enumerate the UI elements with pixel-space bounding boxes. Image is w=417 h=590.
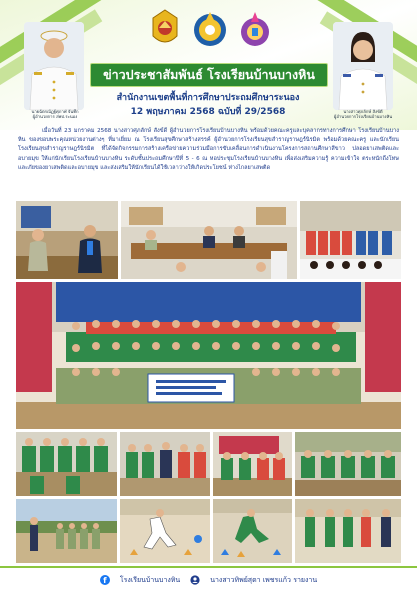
agency-name: สำนักงานเขตพื้นที่การศึกษาประถมศึกษาระนอง <box>116 93 300 103</box>
photo-meeting-3 <box>300 201 401 279</box>
right-person-portrait <box>333 22 393 110</box>
photo-meeting-1 <box>16 201 118 279</box>
issue-date: 12 พฤษภาคม 2568 ฉบับที่ 29/2568 <box>130 107 286 117</box>
right-person-caption: นางสาวศุภลักษ์ สังข์ดี ผู้อำนวยการโรงเรียนบ้านบางหิน <box>333 109 393 119</box>
photo-outdoor-3 <box>213 499 292 563</box>
royal-emblem-icon <box>190 6 230 52</box>
photo-activity-3 <box>213 432 292 496</box>
photo-activity-1 <box>16 432 117 496</box>
photo-outdoor-1 <box>16 499 117 563</box>
footer <box>0 570 417 590</box>
news-title-banner: ข่าวประชาสัมพันธ์ โรงเรียนบ้านบางหิน <box>90 63 328 87</box>
obec-emblem-icon <box>235 6 275 52</box>
school-emblem-icon <box>145 6 185 52</box>
photo-meeting-2 <box>121 201 297 279</box>
photo-outdoor-4 <box>295 499 401 563</box>
left-person-portrait <box>24 22 84 110</box>
footer-reporter: นางสาวทิพย์สุดา เพชรแก้ว รายงาน <box>210 575 318 584</box>
news-paragraph: เมื่อวันที่ 23 มกราคม 2568 นางสาวศุภลักษ์ สังข์ดี ผู้อำนวยการโรงเรียนบ้านบางหิน พร้อมด้วยคณะครูและบุคลากรทางการศึกษา โรงเรียนบ้านบางหิน ของขอบพระคุณหน่วยงานต่างๆ ที่มาเยี่ยม ณ โรงเรียนสุขศึกษาสร้างสรรค์ ผู้อำนวยการโรงเรียนสุขสำราญราษฎร์นิรมิต พร้อมด้วยคณะครู และนักเรียน โรงเรียนสุขสำราญราษฎร์นิรมิต ที่ได้จัดกิจกรรมการสร้างเครือข่ายความร่วมมือการขับเคลื่อนการดำเนินงานโครงการสถานศึกษาสีขาว ปลอดยาเสพติดและอบายมุข ให้แก่นักเรียนโรงเรียนบ้านบางหิน ระดับชั้นประถมศึกษาปีที่ 5 - 6 ณ หอประชุมโรงเรียนบ้านบางหิน เพื่อส่งเสริมความรู้ ความเข้าใจ ตระหนักถึงโทษและภัยของยาเสพติดและอบายมุข และส่งเสริมให้นักเรียนได้ใช้เวลาว่างให้เกิดประโยชน์ ห่างไกลยาเสพติด <box>18 128 399 171</box>
photo-activity-4 <box>295 432 401 496</box>
user-icon <box>190 575 200 585</box>
photo-activity-2 <box>120 432 210 496</box>
facebook-icon[interactable]: f <box>100 575 110 585</box>
footer-school-link[interactable]: โรงเรียนบ้านบางหิน <box>119 575 181 584</box>
logo-row <box>145 6 275 52</box>
footer-divider <box>0 566 417 568</box>
photo-outdoor-2 <box>120 499 210 563</box>
photo-group <box>16 282 401 429</box>
left-person-caption: นายฉัตรณัฏฐ์ศุภาฬ จันทึก ผู้อำนวยการ สพป.ระนอง <box>31 109 79 119</box>
